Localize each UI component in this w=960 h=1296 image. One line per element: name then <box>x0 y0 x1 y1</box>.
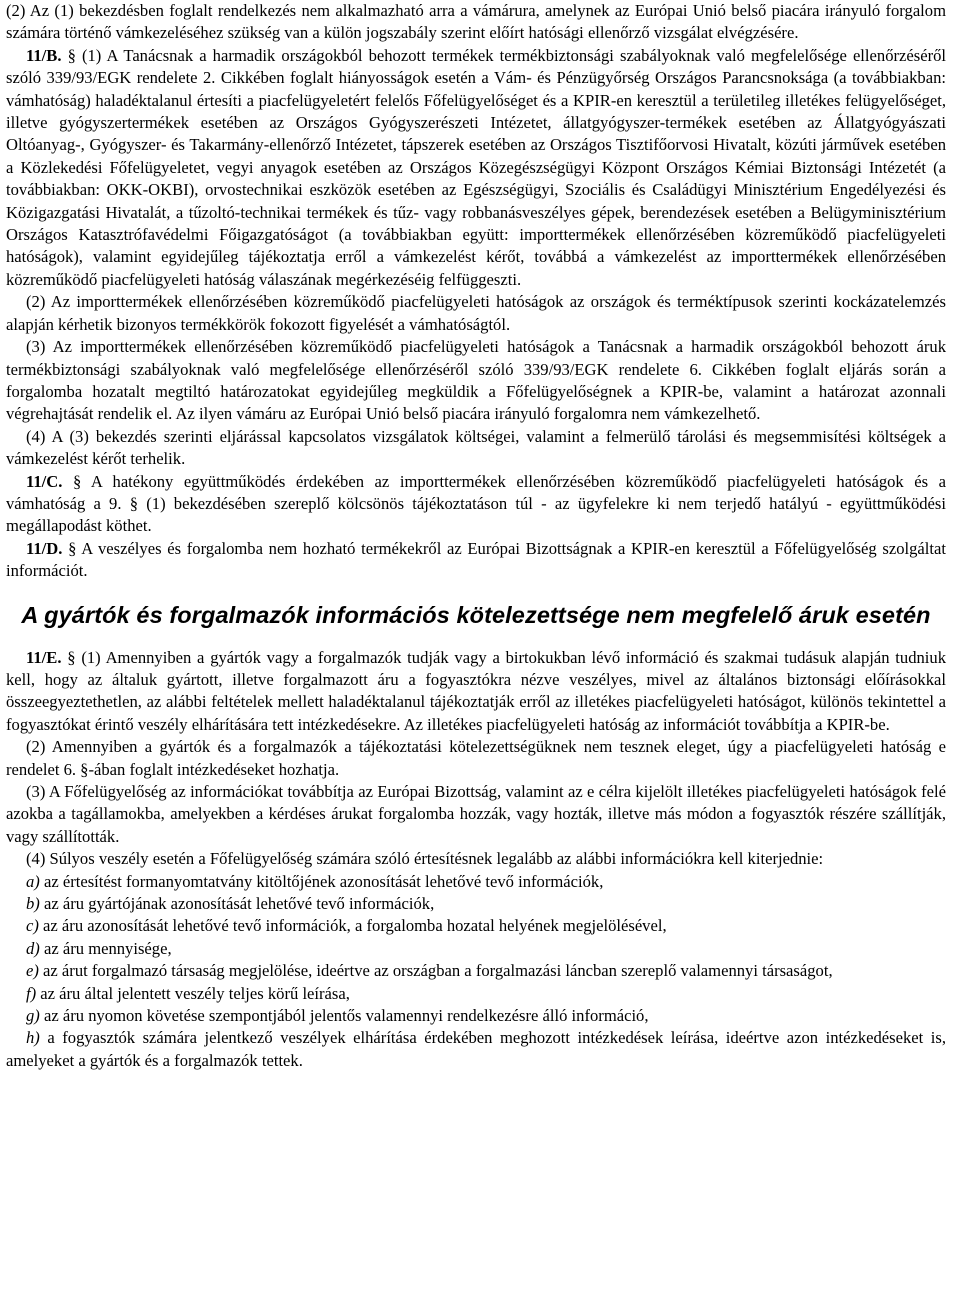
list-item-text: az értesítést formanyomtatvány kitöltőjének azonosítását lehetővé tevő információk, <box>39 871 604 891</box>
section-heading: A gyártók és forgalmazók információs kötelezettsége nem megfelelő áruk esetén <box>21 601 931 628</box>
paragraph-text: § A veszélyes és forgalomba nem hozható termékekről az Európai Bizottságnak a KPIR-en keresztül a Főfelügyelőség szolgáltat információt. <box>6 538 946 581</box>
paragraph <box>6 291 946 336</box>
paragraph-text: (2) Amennyiben a gyártók és a forgalmazók a tájékoztatási kötelezettségüknek nem tesznek eleget, úgy a piacfelügyeleti hatóság e rendelet 6. §-ában foglalt intézkedéseket hozhatja. <box>6 737 946 779</box>
list-letter: e) <box>26 961 39 981</box>
list-letter: b) <box>26 894 40 914</box>
paragraph-text: (4) Súlyos veszély esetén a Főfelügyelőség számára szóló értesítésnek legalább az alábbi információkra kell kiterjednie: <box>26 849 824 869</box>
list-item-text: az áru nyomon követése szempontjából jelentős valamennyi rendelkezésre álló információ, <box>39 1006 649 1026</box>
requirement-list <box>6 871 946 1073</box>
list-item-text: az árut forgalmazó társaság megjelölése, ideértve az országban a forgalmazási láncban szereplő valamennyi társaságot, <box>38 961 833 981</box>
list-item <box>6 938 946 960</box>
list-letter: h) <box>26 1028 40 1048</box>
paragraph <box>6 0 946 45</box>
list-item <box>6 1005 946 1027</box>
paragraph-text: (4) A (3) bekezdés szerinti eljárással kapcsolatos vizsgálatok költségei, valamint a felmerülő tárolási és megsemmisítési költségek a vámkezelést kérőt terhelik. <box>6 426 946 469</box>
list-item-text: az áru által jelentett veszély teljes körű leírása, <box>36 983 350 1003</box>
section-number: 11/B. <box>26 45 62 65</box>
paragraph-11e <box>6 647 946 737</box>
list-item <box>6 1027 946 1072</box>
paragraph-text: § (1) A Tanácsnak a harmadik országokból behozott termékek termékbiztonsági szabályoknak való megfelelősége ellenőrzéséről szóló 339/93/EGK rendelete 2. Cikkében foglalt hiányosságok esetén a Vám- és Pénzügyőrség Országos Parancsnoksága (a továbbiakban: vámhatóság) haladéktalanul értesíti a piacfelügyeletért felelős Főfelügyelőséget és a KPIR-en keresztül a területileg illetékes felügyelőséget, illetve gyógyszertermékek esetében az Országos Gyógyszerészeti Intézetet, állatgyógyszer-termékek esetében az Állatgyógyászati Oltóanyag-, Gyógyszer- és Takarmány-ellenőrző Intézetet, tápszerek esetében az Országos Tisztifőorvosi Hivatalt, közúti járművek esetében a Közlekedési Főfelügyeletet, vegyi anyagok esetében az Országos Közegészségügyi Központ Országos Kémiai Biztonsági Intézetét (a továbbiakban: OKK-OKBI), orvostechnikai eszközök esetében az Egészségügyi, Szociális és Családügyi Minisztérium Engedélyezési és Közigazgatási Hivatalát, a tűzoltó-technikai termékek és tűz- vagy robbanásveszélyes gépek, berendezések esetében a Belügyminisztérium Országos Katasztrófavédelmi Főigazgatóságot (a továbbiakban együtt: importtermékek ellenőrzésében közreműködő piacfelügyeleti hatóságok), valamint egyidejűleg tájékoztatja erről a vámkezelést kérőt, továbbá a vámkezelést az importtermékek ellenőrzésében közreműködő piacfelügyeleti hatóság válaszának megérkezéséig felfüggeszti. <box>6 45 946 289</box>
paragraph-11d <box>6 538 946 583</box>
paragraph-11c <box>6 471 946 538</box>
paragraph <box>6 426 946 471</box>
list-letter: f) <box>26 983 37 1003</box>
paragraph <box>6 736 946 781</box>
list-item-text: az áru azonosítását lehetővé tevő információk, a forgalomba hozatal helyének megjelölésével, <box>38 916 667 936</box>
list-item <box>6 960 946 982</box>
list-item <box>6 871 946 893</box>
section-number: 11/C. <box>26 471 63 491</box>
paragraph <box>6 848 946 870</box>
list-letter: a) <box>26 871 40 891</box>
paragraph-text: (3) A Főfelügyelőség az információkat továbbítja az Európai Bizottság, valamint az e célra kijelölt illetékes piacfelügyeleti hatóságok felé azokba a tagállamokba, amelyekben a kérdéses árukat forgalomba hozzák, vagy hozták, illetve más módon a fogyasztók részére szállítják, vagy szállították. <box>6 782 946 846</box>
list-item-text: a fogyasztók számára jelentkező veszélyek elhárítása érdekében meghozott intézkedések leírása, ideértve azon intézkedéseket is, amelyeket a gyártók és a forgalmazók tettek. <box>6 1028 946 1070</box>
list-letter: d) <box>26 938 40 958</box>
list-item-text: az áru mennyisége, <box>39 938 172 958</box>
paragraph <box>6 781 946 848</box>
list-letter: g) <box>26 1006 40 1026</box>
list-item-text: az áru gyártójának azonosítását lehetővé tevő információk, <box>39 894 435 914</box>
list-item <box>6 983 946 1005</box>
section-number: 11/D. <box>26 538 63 558</box>
list-item <box>6 893 946 915</box>
paragraph-text: § (1) Amennyiben a gyártók vagy a forgalmazók tudják vagy a birtokukban lévő információ és szakmai tudásuk alapján tudniuk kell, hogy az általuk gyártott, illetve forgalmazott áru a fogyasztókra nézve veszélyes, mivel az általános biztonsági előírásokkal összeegyeztethetlen, az alábbi feltételek mellett haladéktalanul tájékoztatják erről az illetékes piacfelügyeleti hatóságot, különös tekintettel a fogyasztókat érintő veszély elhárítására tett intézkedésekre. Az illetékes piacfelügyeleti hatóság az információt továbbítja a KPIR-be. <box>6 647 946 734</box>
paragraph-text: (2) Az importtermékek ellenőrzésében közreműködő piacfelügyeleti hatóságok az országok és terméktípusok szerinti kockázatelemzés alapján kérhetik bizonyos termékkörök fokozott figyelését a vámhatóságtól. <box>6 292 946 334</box>
paragraph <box>6 336 946 426</box>
paragraph-text: (3) Az importtermékek ellenőrzésében közreműködő piacfelügyeleti hatóságok a Tanácsnak a harmadik országokból behozott áruk termékbiztonsági szabályoknak való megfelelősége ellenőrzéséről szóló 339/93/EGK rendelete 6. Cikkében foglalt eljárás során a forgalomba hozatalt megtiltó határozatokat egyidejűleg megküldik a Főfelügyelőségnek a KPIR-be, valamint a határozat azonnali végrehajtását rendelik el. Az ilyen vámáru az Európai Unió belső piacára irányuló forgalomra nem vámkezelhető. <box>6 337 946 424</box>
section-bottom <box>6 647 946 1073</box>
section-top <box>6 0 946 583</box>
section-number: 11/E. <box>26 647 62 667</box>
paragraph-text: § A hatékony együttműködés érdekében az importtermékek ellenőrzésében közreműködő piacfelügyeleti hatóságok és a vámhatóság a 9. § (1) bekezdésében szereplő kölcsönös tájékoztatáson túl - az ügyfelekre ki nem terjedő hatályú - együttműködési megállapodást köthet. <box>6 471 946 536</box>
paragraph-text: (2) Az (1) bekezdésben foglalt rendelkezés nem alkalmazható arra a vámárura, amelynek az Európai Unió belső piacára irányuló forgalom számára történő vámkezeléséhez szükség van a külön jogszabály szerint előírt hatósági ellenőrző vizsgálat elvégzésére. <box>6 1 946 43</box>
list-item <box>6 915 946 937</box>
list-letter: c) <box>26 916 39 936</box>
paragraph-11b <box>6 45 946 291</box>
